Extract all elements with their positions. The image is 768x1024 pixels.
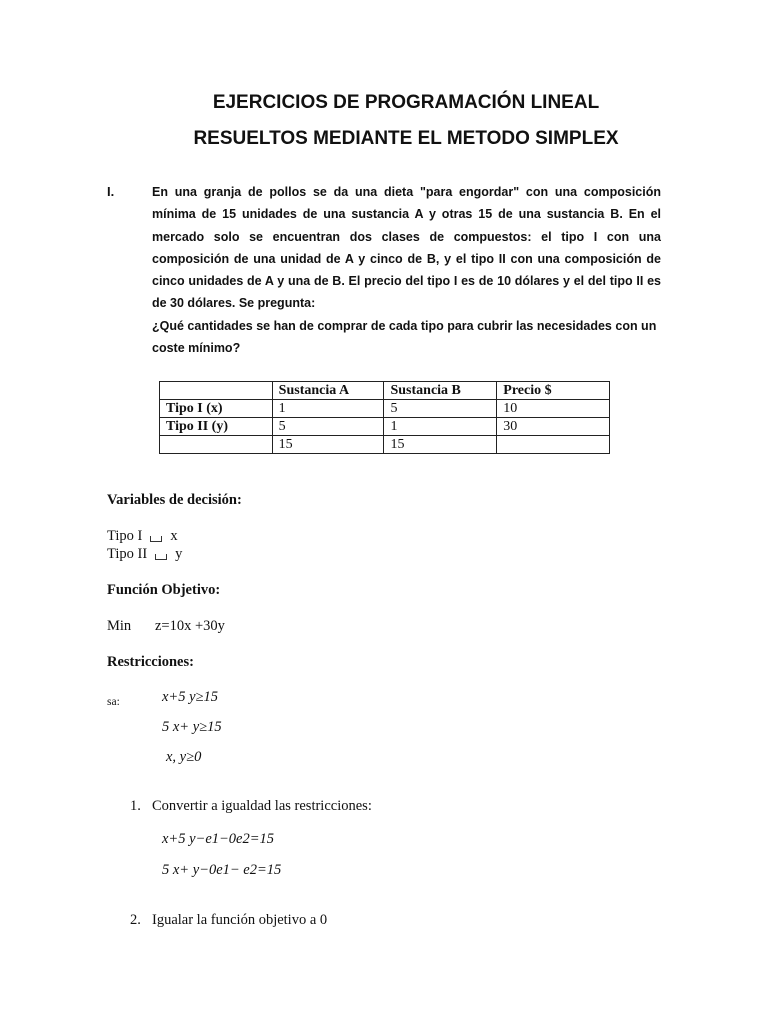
variable-line-1: [107, 528, 178, 545]
step-1-text: Convertir a igualdad las restricciones:: [152, 798, 372, 814]
restriction-3: x, y≥0: [166, 749, 202, 765]
table-cell: 5: [384, 400, 497, 418]
variable-symbol: x: [170, 528, 178, 544]
step-2-text: Igualar la función objetivo a 0: [152, 912, 328, 928]
objective-heading: Función Objetivo:: [107, 582, 221, 598]
subject-to-label: sa:: [107, 696, 120, 708]
objective-expression: z=10x +30y: [155, 618, 225, 634]
problem-question: ¿Qué cantidades se han de comprar de cada tipo para cubrir las necesidades con un coste mínimo?: [152, 318, 657, 356]
maps-to-icon: [155, 554, 167, 560]
problem-numeral: I.: [107, 184, 115, 199]
table-header-cell: Precio $: [497, 382, 610, 400]
table-cell: 15: [384, 436, 497, 454]
table-cell: 10: [497, 400, 610, 418]
table-header-row: [160, 382, 610, 400]
variable-label: Tipo II: [107, 546, 148, 562]
restriction-1: x+5 y≥15: [162, 689, 218, 705]
table-cell: 30: [497, 418, 610, 436]
table-row: [160, 418, 610, 436]
document-title-line2: RESUELTOS MEDIANTE EL METODO SIMPLEX: [193, 128, 619, 149]
table-cell: [497, 436, 610, 454]
table-cell: 1: [272, 400, 384, 418]
restriction-2: 5 x+ y≥15: [162, 719, 222, 735]
maps-to-icon: [150, 536, 162, 542]
variable-symbol: y: [175, 546, 183, 562]
table-row: [160, 436, 610, 454]
problem-text: En una granja de pollos se da una dieta "para engordar" con una composición mínima de 15 unidades de una sustancia A y otras 15 de una sustancia B. En el mercado solo se encuentran dos clases de compuestos: el tipo I con una composición de una unidad de A y cinco de B, y el tipo II con una composición de cinco unidades de A y una de B. El precio del tipo I es de 10 dólares y el del tipo II es de 30 dólares. Se pregunta:: [152, 185, 661, 311]
restrictions-heading: Restricciones:: [107, 654, 194, 670]
table-cell: 5: [272, 418, 384, 436]
table-header-cell: [160, 382, 273, 400]
objective-kind: Min: [107, 618, 132, 634]
variable-label: Tipo I: [107, 528, 143, 544]
table-cell: Tipo II (y): [160, 418, 273, 436]
table-cell: 15: [272, 436, 384, 454]
variables-heading: Variables de decisión:: [107, 492, 242, 508]
step-number: 2.: [130, 912, 141, 928]
problem-statement: [152, 181, 661, 359]
variable-line-2: [107, 546, 182, 563]
document-title-line1: EJERCICIOS DE PROGRAMACIÓN LINEAL: [212, 92, 600, 113]
table-cell: Tipo I (x): [160, 400, 273, 418]
step-number: 1.: [130, 798, 141, 814]
table-cell: 1: [384, 418, 497, 436]
data-table: [159, 381, 610, 454]
table-header-cell: Sustancia A: [272, 382, 384, 400]
table-header-cell: Sustancia B: [384, 382, 497, 400]
table-row: [160, 400, 610, 418]
equation-2: 5 x+ y−0e1− e2=15: [162, 862, 282, 878]
equation-1: x+5 y−e1−0e2=15: [162, 831, 275, 847]
table-cell: [160, 436, 273, 454]
